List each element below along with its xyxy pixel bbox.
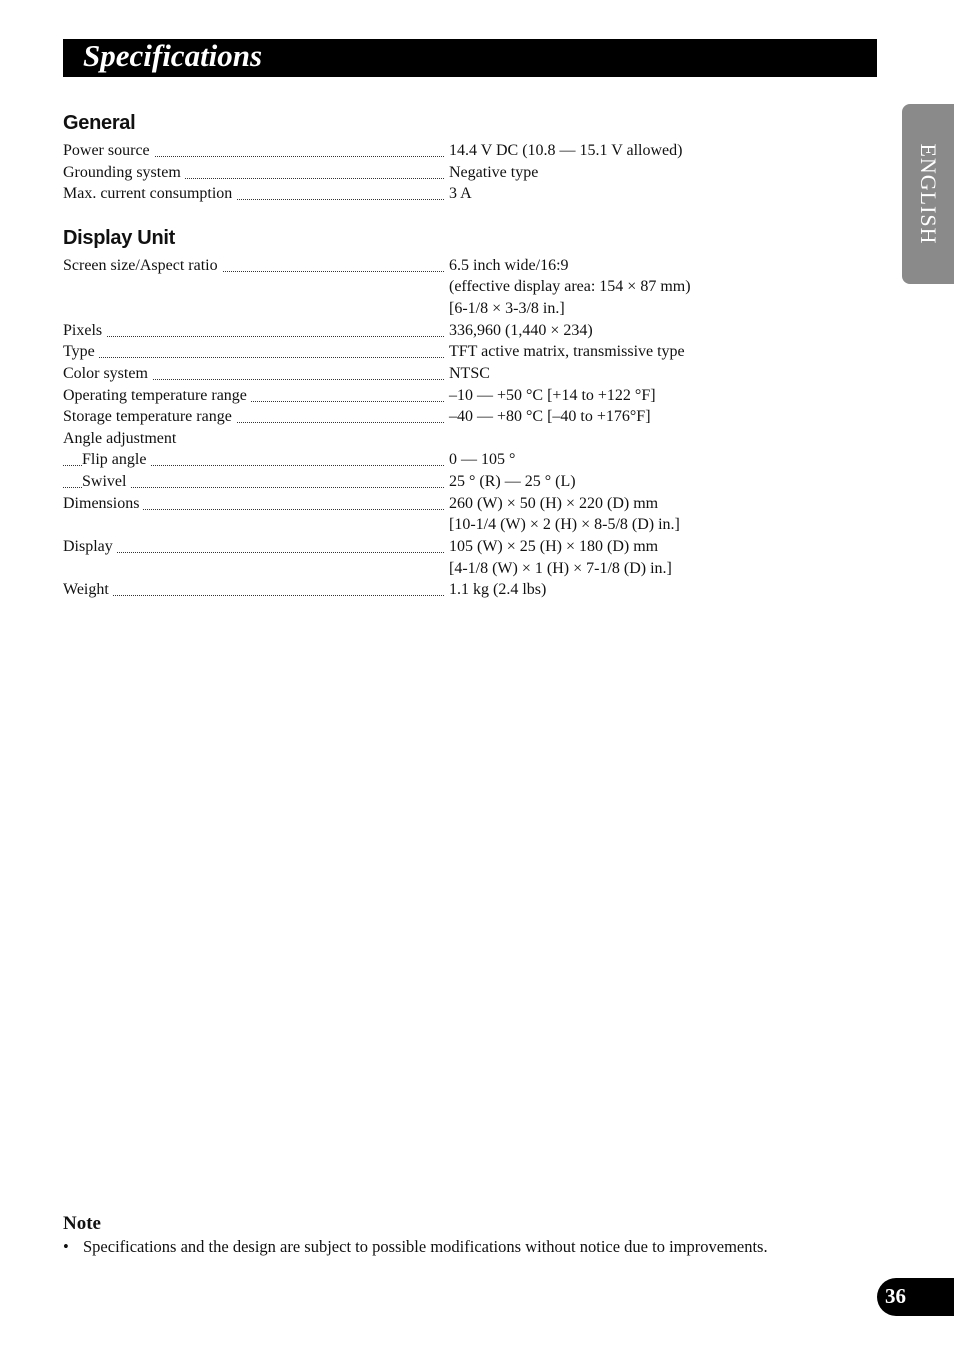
spec-row <box>63 406 783 428</box>
spec-label: Swivel <box>63 471 444 493</box>
spec-row <box>63 298 783 320</box>
spec-row <box>63 320 783 342</box>
spec-label: Dimensions <box>63 493 444 515</box>
section-heading-display-unit: Display Unit <box>63 227 175 249</box>
page-number: 36 <box>885 1284 906 1308</box>
spec-row <box>63 493 783 515</box>
language-tab-label: ENGLISH <box>916 143 941 245</box>
spec-value: 6.5 inch wide/16:9 <box>449 257 569 274</box>
spec-label: Display <box>63 536 444 558</box>
spec-value: 14.4 V DC (10.8 — 15.1 V allowed) <box>449 142 683 159</box>
spec-value: [10-1/4 (W) × 2 (H) × 8-5/8 (D) in.] <box>449 516 680 533</box>
spec-row <box>63 558 783 580</box>
spec-value: [4-1/8 (W) × 1 (H) × 7-1/8 (D) in.] <box>449 560 672 577</box>
spec-label: Color system <box>63 363 444 385</box>
spec-label: Pixels <box>63 320 444 342</box>
spec-row <box>63 514 783 536</box>
spec-row <box>63 449 783 471</box>
note-item <box>63 1236 863 1258</box>
spec-row <box>63 276 783 298</box>
spec-row <box>63 471 783 493</box>
spec-row <box>63 162 783 184</box>
spec-value: [6-1/8 × 3-3/8 in.] <box>449 300 565 317</box>
spec-label: Max. current consumption <box>63 183 444 205</box>
spec-row <box>63 183 783 205</box>
spec-label: Weight <box>63 579 444 601</box>
spec-value: 0 — 105 ° <box>449 451 516 468</box>
note-text: Specifications and the design are subject to possible modifications without notice due to improvements. <box>83 1237 768 1256</box>
page-title: Specifications <box>83 38 263 73</box>
spec-row <box>63 536 783 558</box>
spec-value: 260 (W) × 50 (H) × 220 (D) mm <box>449 495 659 512</box>
spec-value: (effective display area: 154 × 87 mm) <box>449 278 691 295</box>
spec-row <box>63 428 783 450</box>
spec-row <box>63 579 783 601</box>
spec-row <box>63 255 783 277</box>
spec-value: 3 A <box>449 185 472 202</box>
spec-row <box>63 140 783 162</box>
section-heading-general: General <box>63 112 136 134</box>
spec-row <box>63 341 783 363</box>
spec-row <box>63 363 783 385</box>
spec-label: Operating temperature range <box>63 385 444 407</box>
spec-value: Negative type <box>449 164 539 181</box>
bullet: • <box>63 1237 69 1256</box>
page-number-badge <box>877 1278 954 1316</box>
spec-value: –10 — +50 °C [+14 to +122 °F] <box>449 387 656 404</box>
spec-row <box>63 385 783 407</box>
language-tab <box>902 104 954 284</box>
title-bar <box>63 39 877 77</box>
spec-label: Storage temperature range <box>63 406 444 428</box>
spec-label: Grounding system <box>63 162 444 184</box>
spec-value: NTSC <box>449 365 490 382</box>
spec-label: Flip angle <box>63 449 444 471</box>
spec-value: 105 (W) × 25 (H) × 180 (D) mm <box>449 538 659 555</box>
spec-label: Screen size/Aspect ratio <box>63 255 444 277</box>
spec-label: Type <box>63 341 444 363</box>
spec-label: Power source <box>63 140 444 162</box>
note-heading: Note <box>63 1213 101 1234</box>
spec-value: 1.1 kg (2.4 lbs) <box>449 581 547 598</box>
spec-value: TFT active matrix, transmissive type <box>449 343 685 360</box>
spec-value: 336,960 (1,440 × 234) <box>449 322 593 339</box>
spec-label: Angle adjustment <box>63 428 444 450</box>
spec-value: –40 — +80 °C [–40 to +176°F] <box>449 408 651 425</box>
spec-value: 25 ° (R) — 25 ° (L) <box>449 473 576 490</box>
